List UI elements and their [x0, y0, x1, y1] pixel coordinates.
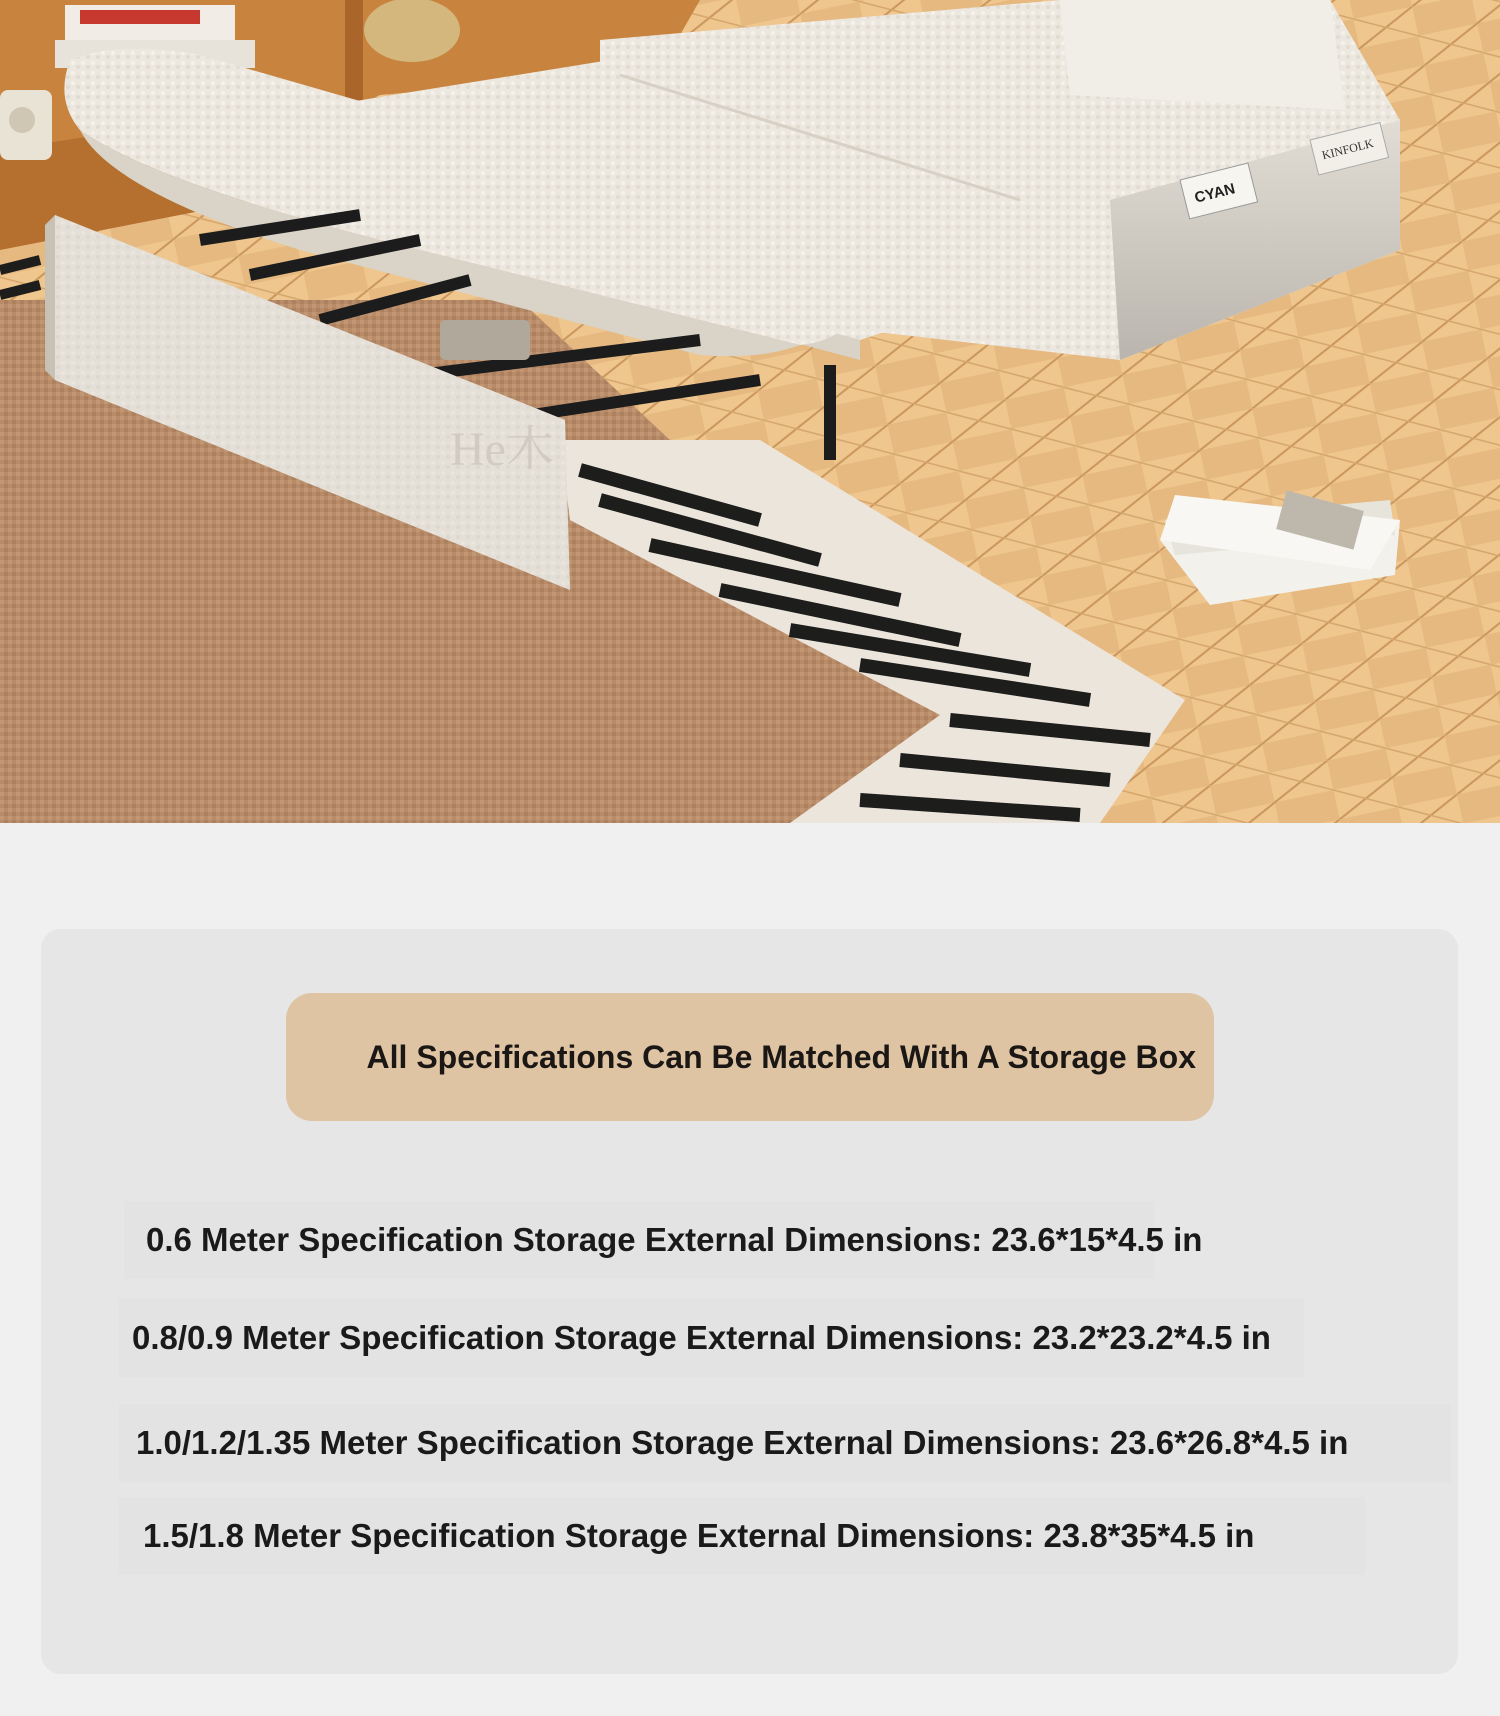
- book-label-cyan: CYAN: [1192, 180, 1237, 207]
- spec-row-1-0-1-35m: 1.0/1.2/1.35 Meter Specification Storage External Dimensions: 23.6*26.8*4.5 in: [119, 1404, 1451, 1482]
- small-speaker: [440, 320, 530, 360]
- spec-row-0-6m: 0.6 Meter Specification Storage External Dimensions: 23.6*15*4.5 in: [124, 1201, 1154, 1279]
- watermark-text: He木: [450, 423, 554, 476]
- book-label-kinfolk: KINFOLK: [1320, 135, 1375, 163]
- spec-row-1-5-1-8m: 1.5/1.8 Meter Specification Storage External Dimensions: 23.8*35*4.5 in: [119, 1497, 1365, 1575]
- product-photo: [0, 0, 1500, 823]
- sofa-bed-illustration: [0, 0, 1500, 823]
- spec-row-0-8-0-9m: 0.8/0.9 Meter Specification Storage External Dimensions: 23.2*23.2*4.5 in: [119, 1299, 1304, 1377]
- storage-box-header-text: All Specifications Can Be Matched With A Storage Box: [366, 1038, 1196, 1075]
- storage-box-header: [286, 993, 1214, 1121]
- specifications-panel: [41, 929, 1458, 1674]
